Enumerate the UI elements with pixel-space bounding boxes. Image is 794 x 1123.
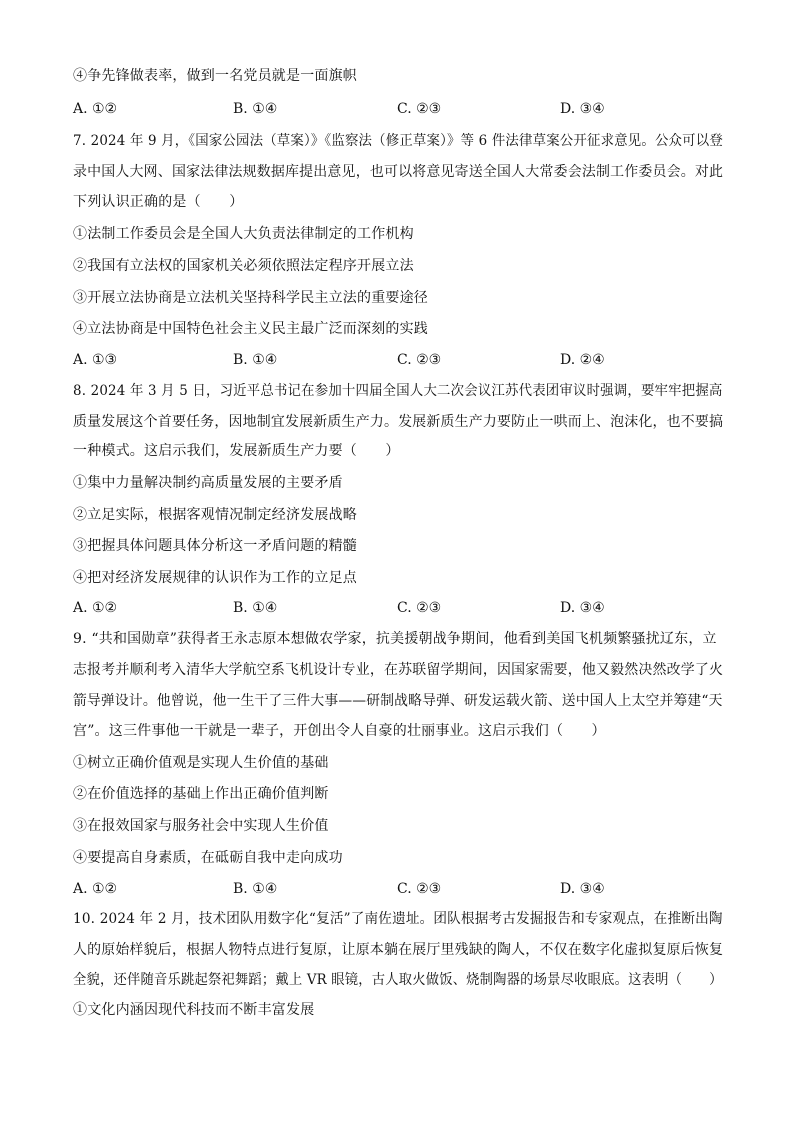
q7-statement-1: ①法制工作委员会是全国人大负责法律制定的工作机构 (73, 226, 414, 242)
q9-option-a: A. ①② (73, 881, 118, 897)
q9-stem-line-2: 志报考并顺利考入清华大学航空系飞机设计专业，在苏联留学期间，因国家需要，他又毅然决然改学了火 (73, 662, 724, 678)
q10-stem-line-1: 10. 2024 年 2 月，技术团队用数字化“复活”了南佐遗址。团队根据考古发掘报告和专家观点，在推断出陶 (73, 911, 723, 927)
q9-stem-line-4: 宫”。这三件事他一干就是一辈子，开创出令人自豪的壮丽事业。这启示我们（ ） (73, 723, 606, 739)
q10-stem-line-2: 人的原始样貌后，根据人物特点进行复原，让原本躺在展厅里残缺的陶人，不仅在数字化虚拟复原后恢复 (73, 942, 724, 958)
q6-option-d: D. ③④ (560, 101, 605, 117)
q9-stem-line-3: 箭导弹设计。他曾说，他一生干了三件大事——研制战略导弹、研发运载火箭、送中国人上太空并筹建“天 (73, 693, 723, 709)
q8-option-c: C. ②③ (397, 600, 442, 616)
q8-stem-line-2: 质量发展这个首要任务，因地制宜发展新质生产力。发展新质生产力要防止一哄而上、泡沫化，也不要搞 (73, 414, 724, 430)
q7-stem-line-1: 7. 2024 年 9 月，《国家公园法（草案）》《监察法（修正草案）》等 6 件法律草案公开征求意见。公众可以登 (73, 133, 723, 149)
q7-option-c: C. ②③ (397, 352, 442, 368)
q6-option-c: C. ②③ (397, 101, 442, 117)
q7-stem-line-2: 录中国人大网、国家法律法规数据库提出意见，也可以将意见寄送全国人大常委会法制工作委员会。对此 (73, 164, 724, 180)
q7-option-b: B. ①④ (233, 352, 278, 368)
q10-statement-1: ①文化内涵因现代科技而不断丰富发展 (73, 1002, 315, 1018)
q8-stem-line-3: 一种模式。这启示我们，发展新质生产力要（ ） (73, 443, 400, 459)
q9-options (73, 879, 723, 899)
q6-options (73, 99, 723, 119)
q9-statement-2: ②在价值选择的基础上作出正确价值判断 (73, 786, 329, 802)
q6-option-a: A. ①② (73, 101, 118, 117)
q8-options (73, 598, 723, 618)
q8-option-d: D. ③④ (560, 600, 605, 616)
q6-statement-4: ④争先锋做表率，做到一名党员就是一面旗帜 (73, 68, 357, 84)
q9-option-c: C. ②③ (397, 881, 442, 897)
q9-stem-line-1: 9. “共和国勋章”获得者王永志原本想做农学家，抗美援朝战争期间，他看到美国飞机频繁骚扰辽东，立 (73, 631, 717, 647)
q7-option-d: D. ②④ (560, 352, 605, 368)
q8-statement-3: ③把握具体问题具体分析这一矛盾问题的精髓 (73, 538, 357, 554)
q9-statement-3: ③在报效国家与服务社会中实现人生价值 (73, 818, 329, 834)
q9-option-b: B. ①④ (233, 881, 278, 897)
q9-option-d: D. ③④ (560, 881, 605, 897)
q7-options (73, 350, 723, 370)
q8-statement-1: ①集中力量解决制约高质量发展的主要矛盾 (73, 475, 343, 491)
q8-statement-2: ②立足实际，根据客观情况制定经济发展战略 (73, 507, 357, 523)
q8-statement-4: ④把对经济发展规律的认识作为工作的立足点 (73, 570, 357, 586)
q9-statement-4: ④要提高自身素质，在砥砺自我中走向成功 (73, 850, 343, 866)
q9-statement-1: ①树立正确价值观是实现人生价值的基础 (73, 755, 329, 771)
q7-statement-3: ③开展立法协商是立法机关坚持科学民主立法的重要途径 (73, 290, 428, 306)
q7-option-a: A. ①③ (73, 352, 118, 368)
q10-stem-line-3: 全貌，还伴随音乐跳起祭祀舞蹈；戴上 VR 眼镜，古人取火做饭、烧制陶器的场景尽收眼底。这表明（ ） (73, 972, 723, 988)
q8-option-b: B. ①④ (233, 600, 278, 616)
q7-statement-2: ②我国有立法权的国家机关必须依照法定程序开展立法 (73, 258, 414, 274)
q7-statement-4: ④立法协商是中国特色社会主义民主最广泛而深刻的实践 (73, 321, 428, 337)
q8-option-a: A. ①② (73, 600, 118, 616)
q7-stem-line-3: 下列认识正确的是（ ） (73, 194, 244, 210)
q8-stem-line-1: 8. 2024 年 3 月 5 日，习近平总书记在参加十四届全国人大二次会议江苏代表团审议时强调，要牢牢把握高 (73, 383, 723, 399)
q6-option-b: B. ①④ (233, 101, 278, 117)
